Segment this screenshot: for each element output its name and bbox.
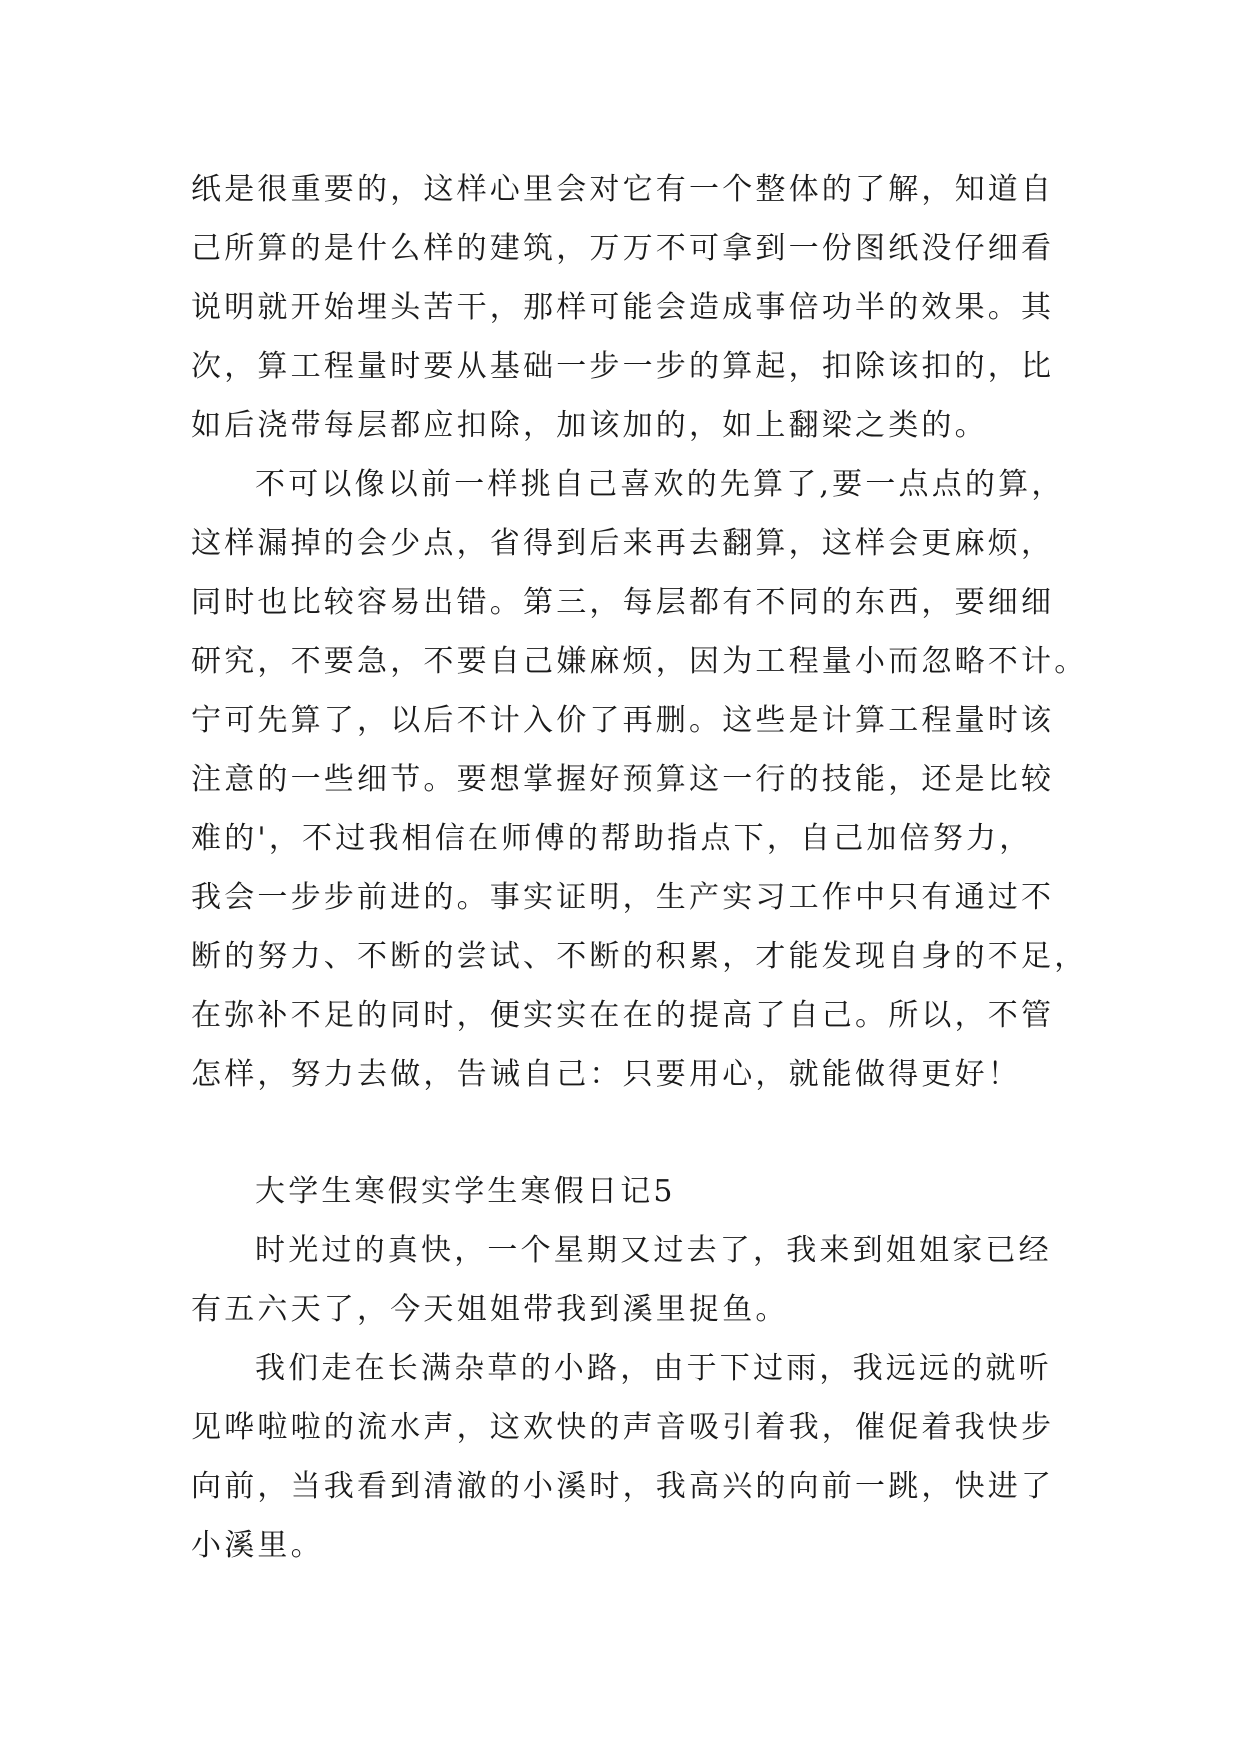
section-heading: 大学生寒假实学生寒假日记5 [255,1174,676,1209]
text-line: 小溪里。 [191,1528,324,1563]
text-line: 不可以像以前一样挑自己喜欢的先算了,要一点点的算， [255,467,1065,502]
text-line: 同时也比较容易出错。第三，每层都有不同的东西，要细细 [191,585,1055,620]
text-line: 研究，不要急，不要自己嫌麻烦，因为工程量小而忽略不计。 [191,644,1088,679]
text-line: 这样漏掉的会少点，省得到后来再去翻算，这样会更麻烦， [191,526,1055,561]
paragraph-3 [191,1221,1051,1339]
paragraph-4 [191,1339,1055,1575]
paragraph-2 [191,455,1088,1104]
text-line: 见哗啦啦的流水声，这欢快的声音吸引着我，催促着我快步 [191,1410,1055,1445]
text-line: 己所算的是什么样的建筑，万万不可拿到一份图纸没仔细看 [191,231,1055,266]
text-line: 怎样，努力去做，告诫自己：只要用心，就能做得更好！ [191,1057,1021,1092]
text-line: 我会一步步前进的。事实证明，生产实习工作中只有通过不 [191,880,1055,915]
text-line: 向前，当我看到清澈的小溪时，我高兴的向前一跳，快进了 [191,1469,1055,1504]
text-line: 说明就开始埋头苦干，那样可能会造成事倍功半的效果。其 [191,290,1055,325]
text-line: 在弥补不足的同时，便实实在在的提高了自己。所以，不管 [191,998,1055,1033]
text-line: 时光过的真快，一个星期又过去了，我来到姐姐家已经 [255,1233,1052,1268]
text-line: 次，算工程量时要从基础一步一步的算起，扣除该扣的，比 [191,349,1055,384]
text-line: 有五六天了，今天姐姐带我到溪里捉鱼。 [191,1292,789,1327]
text-line: 如后浇带每层都应扣除，加该加的，如上翻梁之类的。 [191,408,988,443]
text-line: 我们走在长满杂草的小路，由于下过雨，我远远的就听 [255,1351,1052,1386]
text-line: 断的努力、不断的尝试、不断的积累，才能发现自身的不足， [191,939,1088,974]
section-spacer [191,1104,1051,1162]
document-body [191,160,1088,1575]
text-line: 纸是很重要的，这样心里会对它有一个整体的了解，知道自 [191,172,1055,207]
paragraph-1 [191,160,1055,455]
text-line: 注意的一些细节。要想掌握好预算这一行的技能，还是比较 [191,762,1055,797]
text-line: 难的'，不过我相信在师傅的帮助指点下，自己加倍努力， [191,821,1033,856]
text-line: 宁可先算了，以后不计入价了再删。这些是计算工程量时该 [191,703,1055,738]
